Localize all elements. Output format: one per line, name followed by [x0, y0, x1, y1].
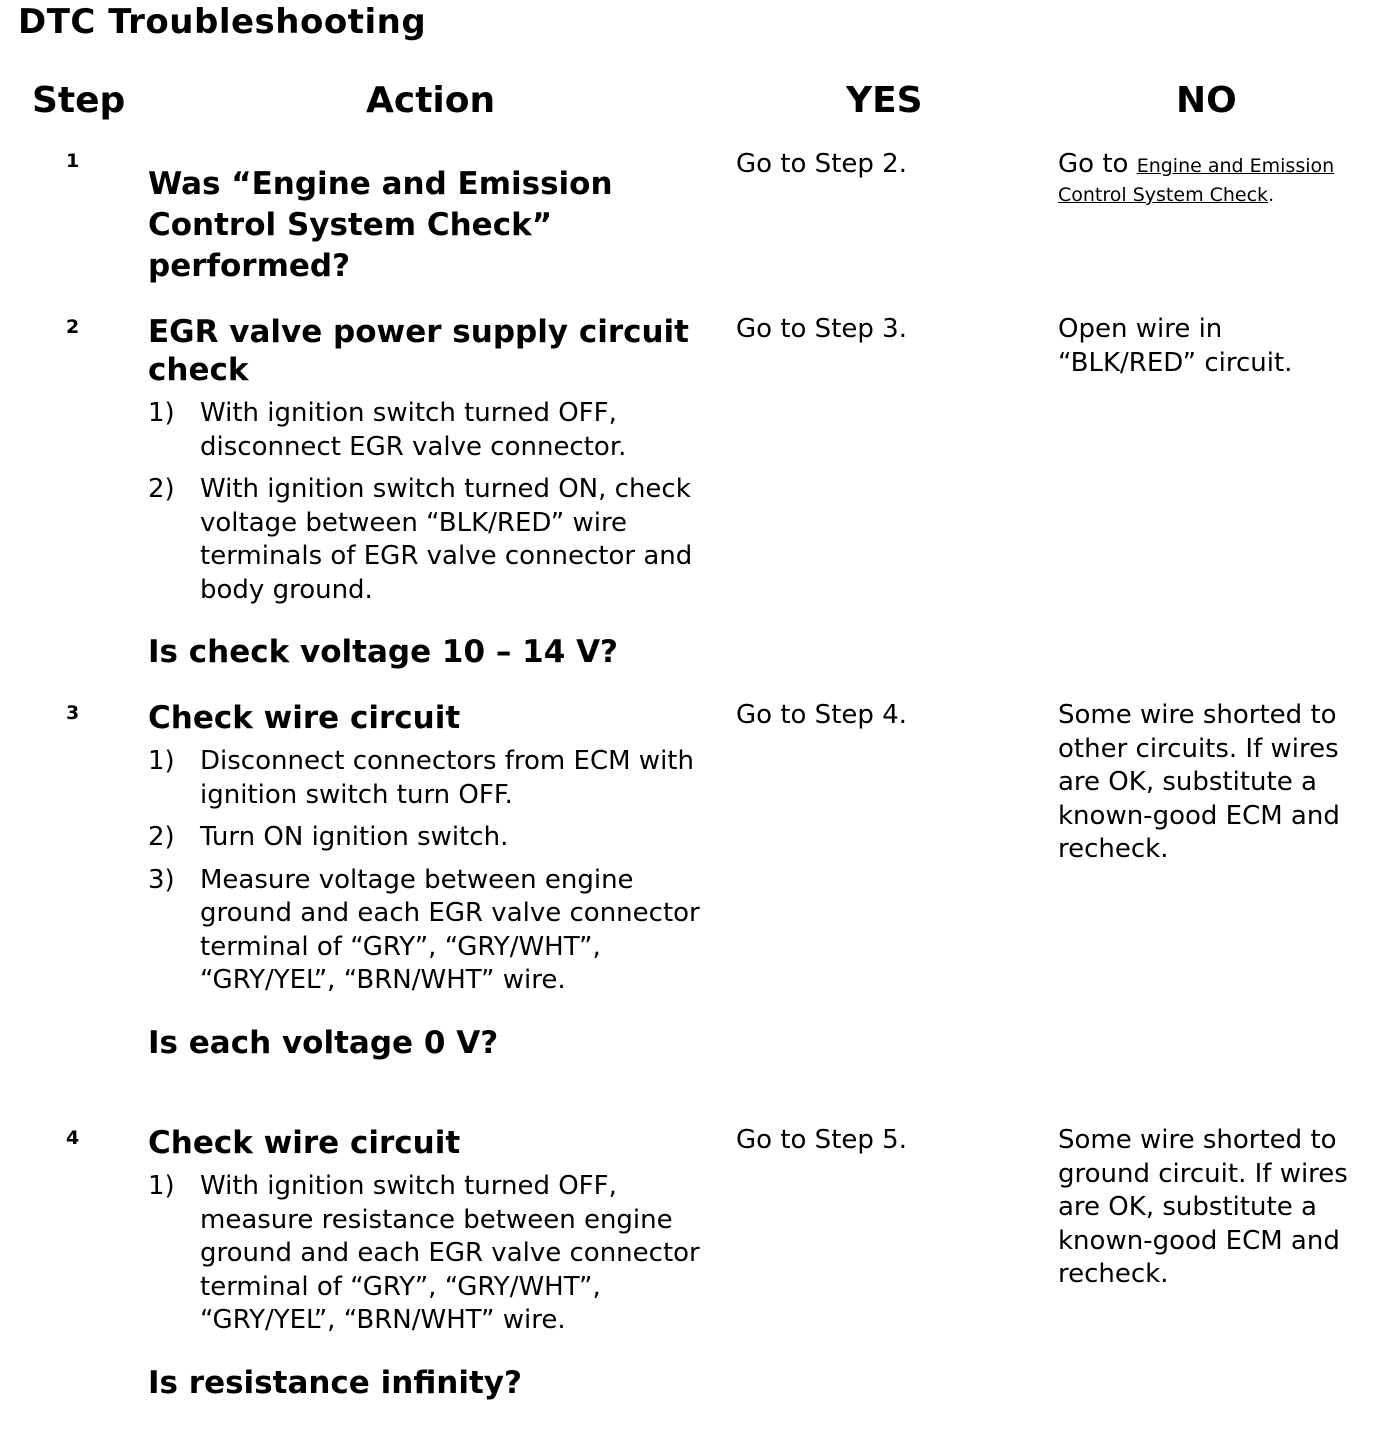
substep — [148, 1170, 718, 1338]
action-question: Is each voltage 0 V? — [148, 1024, 499, 1061]
no-cell: Open wire in “BLK/RED” circuit. — [1058, 314, 1293, 378]
substep-text: Turn ON ignition switch. — [200, 822, 509, 852]
page-title: DTC Troubleshooting — [18, 2, 427, 42]
action-question: Is check voltage 10 – 14 V? — [148, 634, 619, 670]
substep-text: With ignition switch turned OFF, measure resistance between engine ground and each EGR valve connector terminal of “GRY”, “GRY/WHT”, “GRY/YEL”, “BRN/WHT” wire. — [200, 1171, 700, 1335]
substep-number: 3) — [148, 864, 175, 895]
column-header-yes: YES — [846, 80, 923, 121]
step-number: 2 — [66, 316, 80, 338]
yes-cell: Go to Step 2. — [736, 149, 907, 179]
column-header-action: Action — [366, 80, 496, 121]
substep-text: With ignition switch turned OFF, disconnect EGR valve connector. — [200, 398, 627, 462]
action-cell — [148, 1124, 718, 1402]
substep — [148, 745, 718, 812]
substep-text: Measure voltage between engine ground and each EGR valve connector terminal of “GRY”, “GRY/WHT”, “GRY/YEL”, “BRN/WHT” wire. — [200, 864, 700, 995]
yes-cell: Go to Step 5. — [736, 1125, 907, 1155]
action-title: Was “Engine and Emission Control System Check” performed? — [148, 166, 613, 284]
yes-cell: Go to Step 4. — [736, 700, 907, 730]
no-text: Go to — [1058, 149, 1137, 179]
substep-number: 1) — [148, 746, 175, 776]
substep-number: 1) — [148, 398, 175, 428]
substep — [148, 473, 718, 607]
substep-number: 1) — [148, 1171, 175, 1201]
substep-list — [148, 397, 718, 607]
action-cell — [148, 699, 718, 1062]
substep — [148, 397, 718, 464]
substep-text: Disconnect connectors from ECM with ignition switch turn OFF. — [200, 746, 694, 810]
step-number: 4 — [66, 1127, 80, 1149]
substep-number: 2) — [148, 822, 175, 852]
step-number: 3 — [66, 702, 80, 724]
step-number: 1 — [66, 150, 80, 172]
yes-cell: Go to Step 3. — [736, 314, 907, 344]
substep — [148, 821, 718, 855]
action-cell — [148, 164, 718, 287]
substep-list — [148, 1170, 718, 1338]
column-header-no: NO — [1176, 80, 1237, 121]
no-cell: Some wire shorted to ground circuit. If wires are OK, substitute a known-good ECM and recheck. — [1058, 1125, 1348, 1289]
action-title: Check wire circuit — [148, 700, 461, 736]
action-cell — [148, 313, 718, 671]
no-cell: Some wire shorted to other circuits. If wires are OK, substitute a known-good ECM and recheck. — [1058, 700, 1340, 864]
no-suffix: . — [1268, 184, 1275, 206]
substep-text: With ignition switch turned ON, check voltage between “BLK/RED” wire terminals of EGR valve connector and body ground. — [200, 474, 693, 605]
substep — [148, 864, 718, 998]
action-question: Is resistance infinity? — [148, 1364, 522, 1401]
engine-emission-check-link[interactable]: Engine and Emission Control System Check — [1058, 155, 1335, 206]
substep-list — [148, 745, 718, 998]
no-cell — [1058, 148, 1358, 209]
substep-number: 2) — [148, 474, 175, 504]
action-title: Check wire circuit — [148, 1125, 461, 1161]
column-header-step: Step — [32, 80, 126, 121]
action-title: EGR valve power supply circuit check — [148, 314, 690, 388]
